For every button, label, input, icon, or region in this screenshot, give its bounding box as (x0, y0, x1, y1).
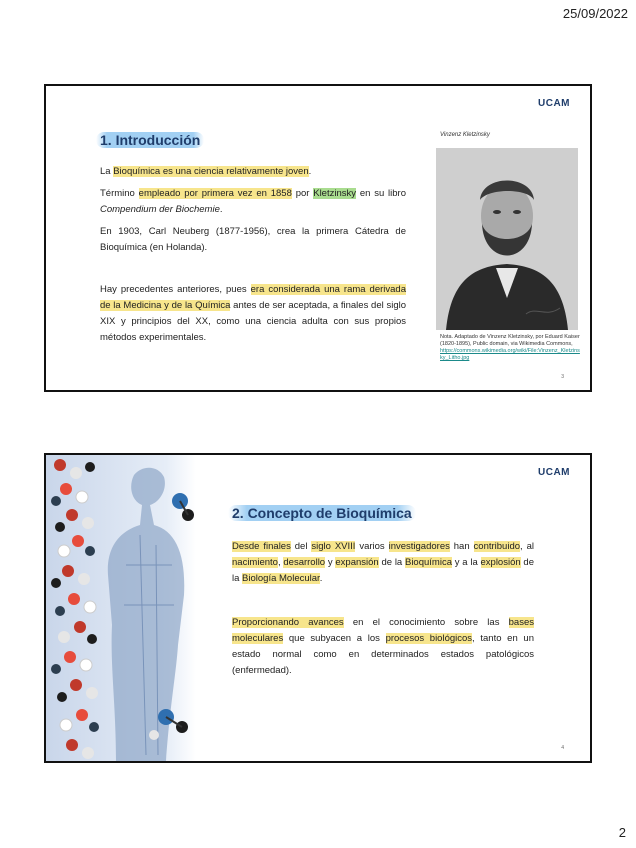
paragraph-2: Término empleado por primera vez en 1858 por Kletzinsky en su libro Compendium der Biochemie. (100, 188, 406, 215)
paragraph-3: En 1903, Carl Neuberg (1877-1956), crea la primera Cátedra de Bioquímica (en Holanda). (100, 226, 406, 253)
ucam-logo: UCAM (538, 467, 570, 478)
image-caption: Vinzenz Kletzinsky (440, 132, 490, 138)
page-number: 2 (618, 825, 626, 840)
slide-title: 2. Concepto de Bioquímica (228, 505, 416, 521)
slide-concepto-bioquimica (44, 453, 592, 763)
kletzinsky-portrait (436, 148, 578, 330)
slide-number: 4 (561, 745, 564, 751)
paragraph-1: Desde finales del siglo XVIII varios investigadores han contribuido, al nacimiento, desarrollo y expansión de la Bioquímica y a la explosión de la Biología Molecular. (232, 541, 534, 584)
paragraph-4: Hay precedentes anteriores, pues era considerada una rama derivada de la Medicina y de la Química antes de ser aceptada, a finales del siglo XIX y principios del XX, como una ciencia adulta con sus propios métodos experimentales. (100, 284, 406, 343)
slide-introduccion (44, 84, 592, 392)
slide-title: 1. Introducción (96, 132, 204, 148)
wikimedia-link[interactable]: https://commons.wikimedia.org/wiki/File:Vinzenz_Kletzinsky_Litho.jpg (440, 348, 580, 361)
paragraph-2: Proporcionando avances en el conocimiento sobre las bases moleculares que subyacen a los procesos biológicos, tanto en un estado normal como en determinados estados patológicos (enfermedad). (232, 617, 534, 676)
print-date: 25/09/2022 (562, 6, 628, 21)
paragraph-1: La Bioquímica es una ciencia relativamente joven. (100, 166, 312, 177)
dna-anatomy-illustration (46, 455, 196, 761)
ucam-logo: UCAM (538, 98, 570, 109)
slide-number: 3 (561, 374, 564, 380)
image-credit-note: Nota. Adaptado de Vinzenz Kletzinsky, por Eduard Kaiser (1820-1895), Public domain, via Wikimedia Commons, https://commons.wikimedia.org/wiki/File:Vinzenz_Kletzinsky_Litho.jpg (440, 334, 580, 361)
